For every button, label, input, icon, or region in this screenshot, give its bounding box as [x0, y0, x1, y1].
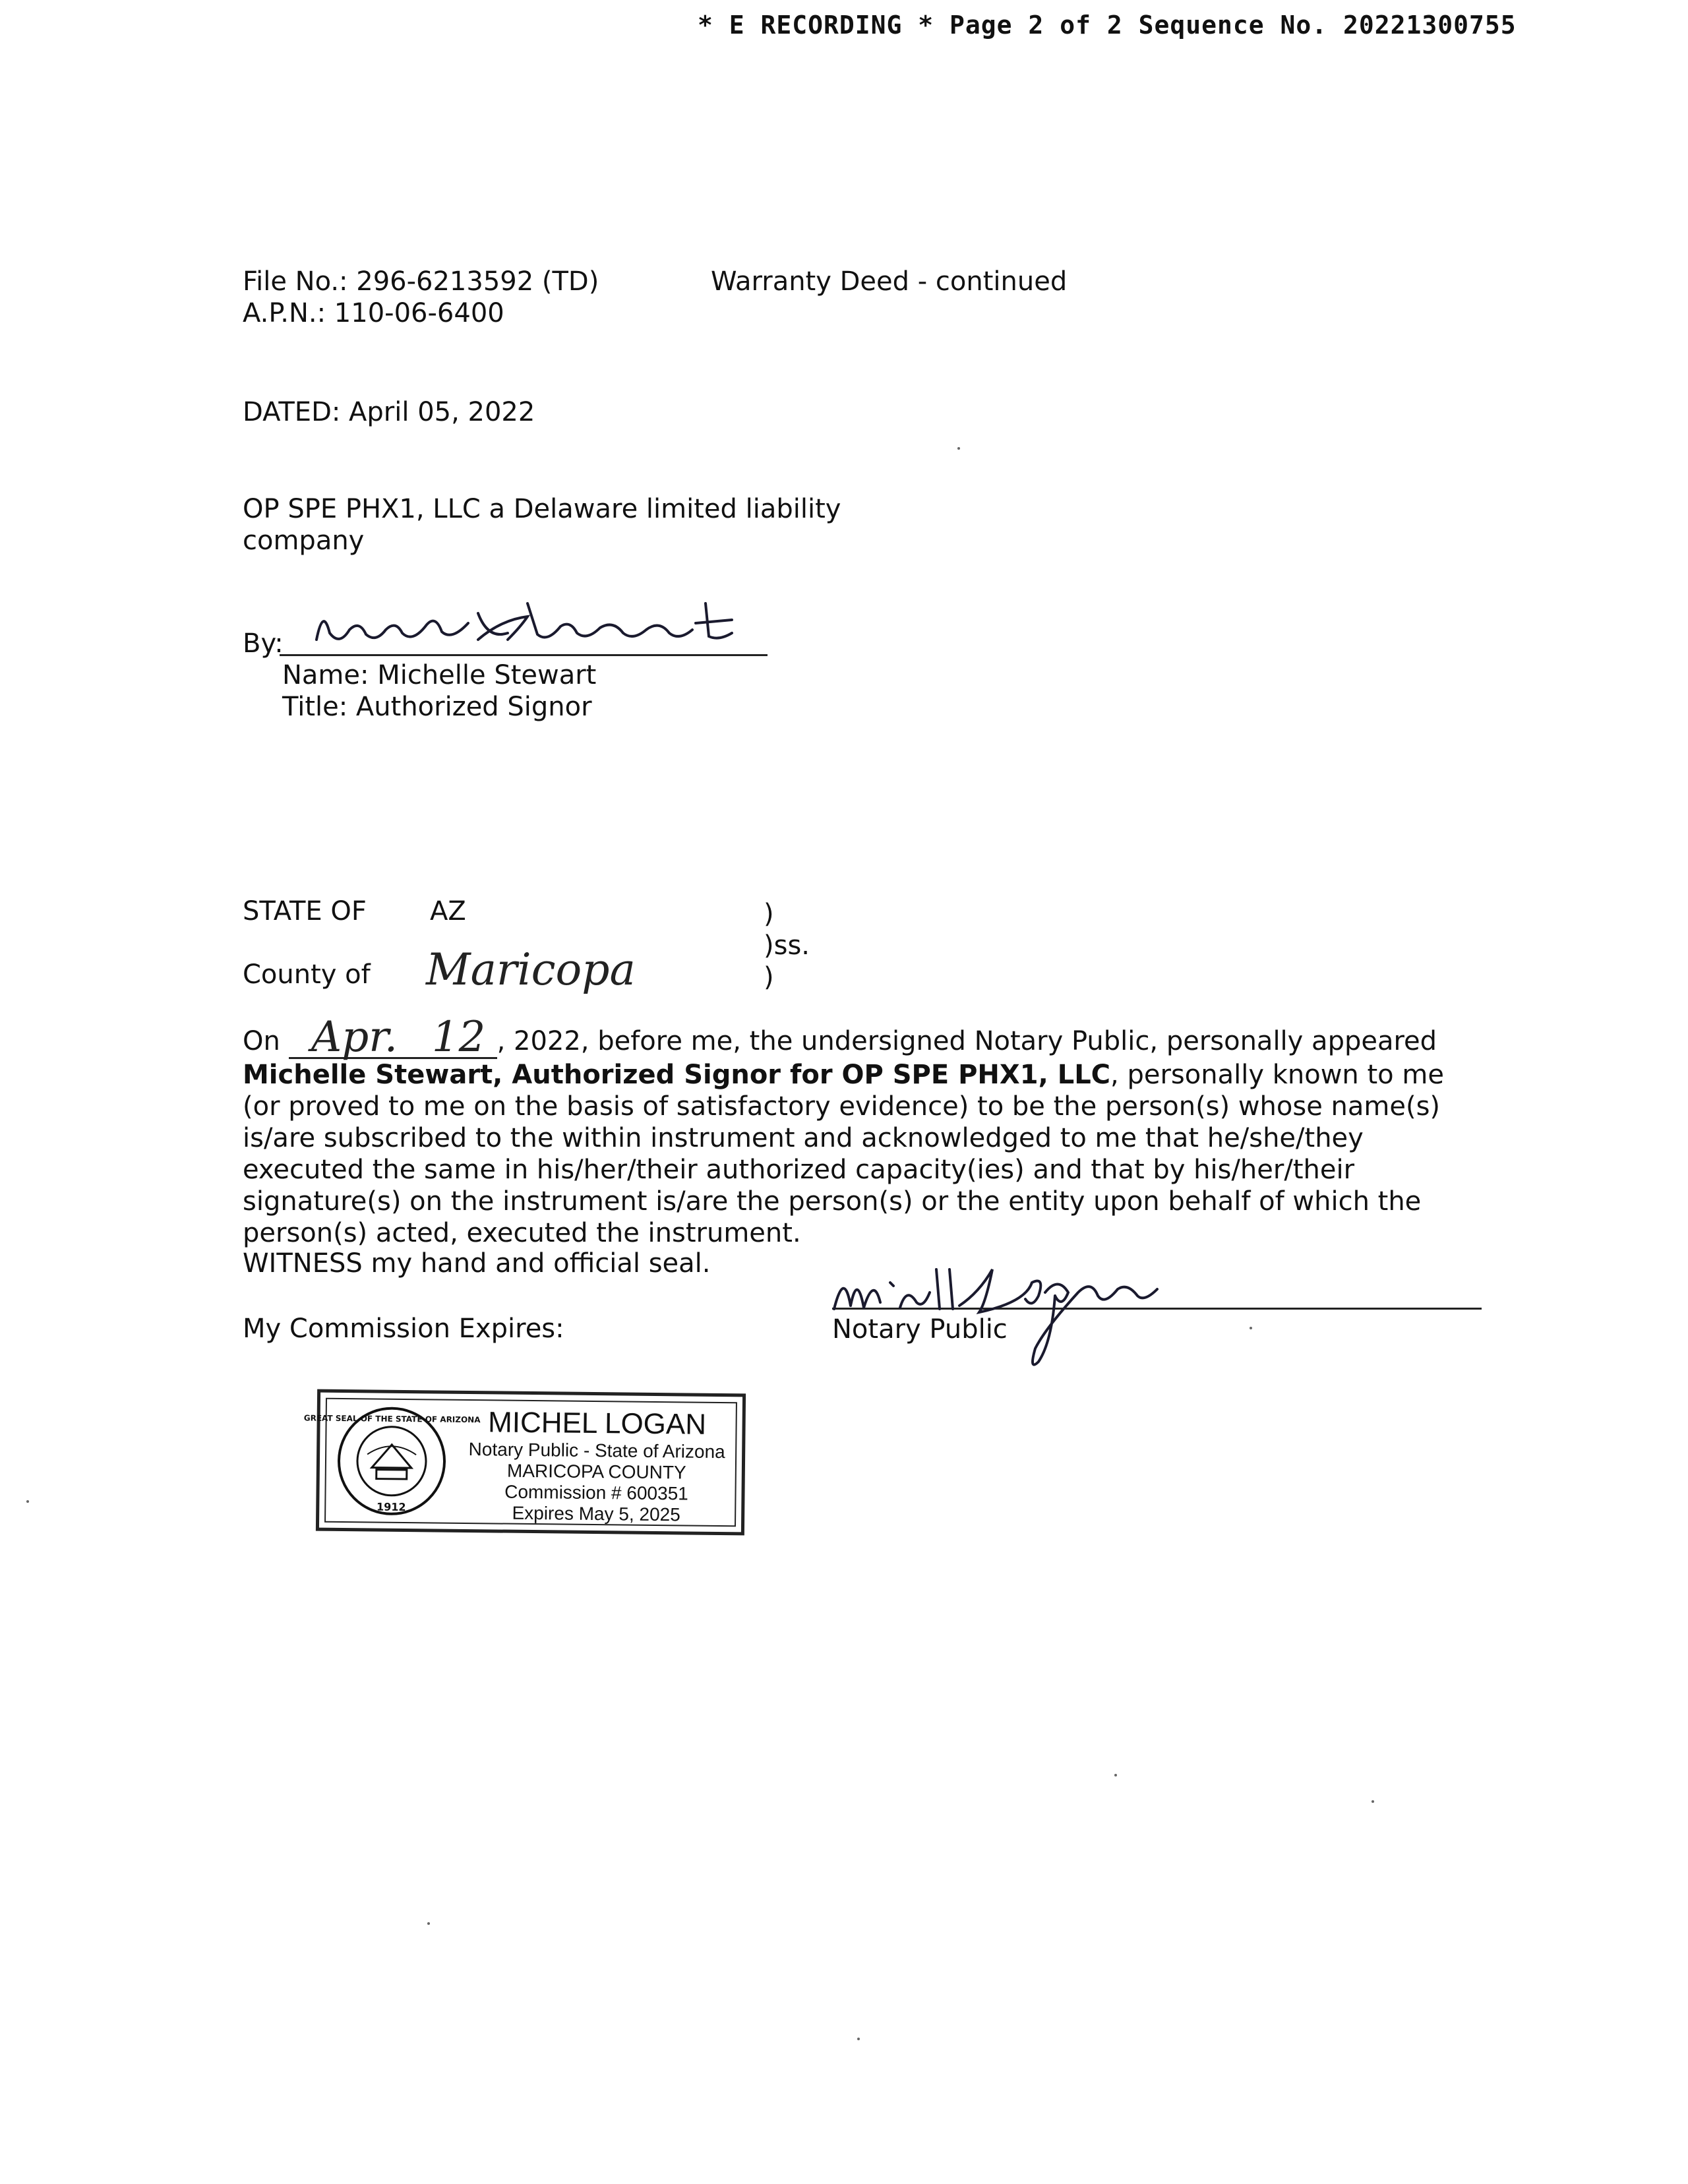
apn-number: A.P.N.: 110-06-6400: [243, 298, 504, 328]
notary-public-label: Notary Public: [832, 1314, 1008, 1345]
grantor-line-1: OP SPE PHX1, LLC a Delaware limited liability: [243, 494, 841, 524]
acknowledgment-paragraph: [243, 1013, 1482, 1249]
ack-day-blank: [421, 1013, 497, 1062]
grantor-signature: [310, 593, 785, 659]
stamp-line-2: MARICOPA COUNTY: [506, 1460, 686, 1483]
notary-signature-text: Michel Logan: [1012, 1368, 1017, 1369]
signer-title: Title: Authorized Signor: [282, 692, 592, 722]
ack-rest: , personally known to me (or proved to me on the basis of satisfactory evidence) to be the person(s) whose name(s) is/are subscribed to the within instrument and acknowledged to me that he/she/they executed the same in his/her/their authorized capacity(ies) and that by his/her/their signature(s) on the instrument is/are the person(s) or the entity upon behalf of which the person(s) acted, executed the instrument.: [243, 1060, 1444, 1248]
seal-year: 1912: [376, 1500, 406, 1514]
signature-text: Micca Stewart: [547, 656, 553, 657]
ack-day: 12: [431, 1013, 486, 1062]
venue-ss: )ss.: [764, 930, 810, 961]
witness-line: WITNESS my hand and official seal.: [243, 1248, 711, 1279]
stamp-line-4: Expires May 5, 2025: [512, 1502, 680, 1525]
venue-paren-top: ): [764, 899, 774, 929]
stamp-line-1: Notary Public - State of Arizona: [468, 1439, 725, 1463]
speck: [857, 2038, 860, 2040]
speck: [1372, 1800, 1374, 1803]
county-label: County of: [243, 959, 371, 990]
ack-month: Apr.: [311, 1013, 398, 1062]
state-seal-icon: [303, 1405, 481, 1518]
commission-expires-label: My Commission Expires:: [243, 1314, 564, 1344]
notary-stamp: [303, 1389, 746, 1536]
grantor-line-2: company: [243, 526, 365, 556]
ack-bold-part: Michelle Stewart, Authorized Signor for OP SPE PHX1, LLC: [243, 1060, 1111, 1090]
speck: [1114, 1774, 1117, 1776]
document-title: Warranty Deed - continued: [711, 266, 1068, 297]
speck: [1250, 1327, 1252, 1329]
venue-paren-bottom: ): [764, 962, 774, 992]
ack-month-blank: [289, 1013, 421, 1062]
by-label: By:: [243, 628, 284, 659]
county-value: Maricopa: [426, 944, 636, 995]
recording-header: * E RECORDING * Page 2 of 2 Sequence No. 20221300755: [698, 11, 1517, 40]
state-value: AZ: [430, 896, 466, 926]
dated-line: DATED: April 05, 2022: [243, 397, 535, 427]
ack-on: On: [243, 1026, 280, 1056]
speck: [427, 1922, 430, 1925]
stamp-text-block: [458, 1406, 736, 1526]
stamp-line-3: Commission # 600351: [504, 1481, 688, 1504]
speck: [957, 447, 960, 450]
file-number: File No.: 296-6213592 (TD): [243, 266, 599, 297]
state-label: STATE OF: [243, 896, 367, 926]
seal-text: GREAT SEAL OF THE STATE OF ARIZONA: [303, 1413, 481, 1425]
ack-year-rest: , 2022, before me, the undersigned Notary Public, personally appeared: [497, 1026, 1437, 1056]
stamp-notary-name: MICHEL LOGAN: [487, 1406, 707, 1441]
signer-name: Name: Michelle Stewart: [282, 660, 597, 690]
speck: [26, 1500, 29, 1503]
